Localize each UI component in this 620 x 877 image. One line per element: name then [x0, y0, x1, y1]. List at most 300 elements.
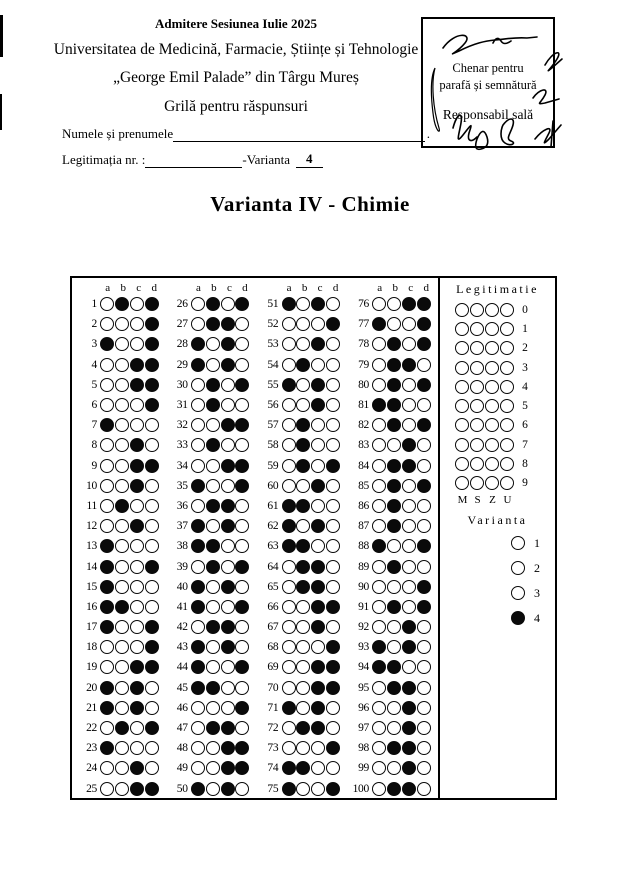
answer-bubble-22-d[interactable] [145, 721, 159, 735]
answer-bubble-38-d[interactable] [235, 539, 249, 553]
answer-bubble-25-b[interactable] [115, 782, 129, 796]
answer-bubble-25-d[interactable] [145, 782, 159, 796]
answer-bubble-8-c[interactable] [130, 438, 144, 452]
answer-bubble-5-b[interactable] [115, 378, 129, 392]
answer-bubble-32-a[interactable] [191, 418, 205, 432]
legitimatie-bubble-0-M[interactable] [455, 303, 469, 317]
answer-bubble-60-c[interactable] [311, 479, 325, 493]
answer-bubble-32-c[interactable] [221, 418, 235, 432]
answer-bubble-96-a[interactable] [372, 701, 386, 715]
answer-bubble-4-a[interactable] [100, 358, 114, 372]
answer-bubble-25-c[interactable] [130, 782, 144, 796]
answer-bubble-35-d[interactable] [235, 479, 249, 493]
answer-bubble-100-b[interactable] [387, 782, 401, 796]
answer-bubble-72-b[interactable] [296, 721, 310, 735]
answer-bubble-22-b[interactable] [115, 721, 129, 735]
answer-bubble-55-d[interactable] [326, 378, 340, 392]
answer-bubble-12-d[interactable] [145, 519, 159, 533]
answer-bubble-47-d[interactable] [235, 721, 249, 735]
answer-bubble-86-b[interactable] [387, 499, 401, 513]
answer-bubble-46-c[interactable] [221, 701, 235, 715]
legitimatie-bubble-8-U[interactable] [500, 457, 514, 471]
answer-bubble-82-a[interactable] [372, 418, 386, 432]
answer-bubble-89-a[interactable] [372, 560, 386, 574]
legitimatie-bubble-6-M[interactable] [455, 418, 469, 432]
answer-bubble-58-a[interactable] [282, 438, 296, 452]
answer-bubble-50-b[interactable] [206, 782, 220, 796]
answer-bubble-57-a[interactable] [282, 418, 296, 432]
answer-bubble-77-c[interactable] [402, 317, 416, 331]
answer-bubble-25-a[interactable] [100, 782, 114, 796]
answer-bubble-67-a[interactable] [282, 620, 296, 634]
answer-bubble-44-d[interactable] [235, 660, 249, 674]
answer-bubble-66-d[interactable] [326, 600, 340, 614]
answer-bubble-100-a[interactable] [372, 782, 386, 796]
answer-bubble-64-c[interactable] [311, 560, 325, 574]
answer-bubble-45-c[interactable] [221, 681, 235, 695]
answer-bubble-15-d[interactable] [145, 580, 159, 594]
answer-bubble-84-d[interactable] [417, 459, 431, 473]
answer-bubble-64-b[interactable] [296, 560, 310, 574]
answer-bubble-91-a[interactable] [372, 600, 386, 614]
answer-bubble-41-d[interactable] [235, 600, 249, 614]
answer-bubble-54-c[interactable] [311, 358, 325, 372]
answer-bubble-73-b[interactable] [296, 741, 310, 755]
answer-bubble-82-d[interactable] [417, 418, 431, 432]
answer-bubble-83-a[interactable] [372, 438, 386, 452]
answer-bubble-42-c[interactable] [221, 620, 235, 634]
answer-bubble-90-a[interactable] [372, 580, 386, 594]
answer-bubble-38-b[interactable] [206, 539, 220, 553]
legitimatie-bubble-0-U[interactable] [500, 303, 514, 317]
answer-bubble-66-b[interactable] [296, 600, 310, 614]
answer-bubble-46-a[interactable] [191, 701, 205, 715]
answer-bubble-63-b[interactable] [296, 539, 310, 553]
legitimatie-bubble-2-U[interactable] [500, 341, 514, 355]
answer-bubble-13-a[interactable] [100, 539, 114, 553]
legitimatie-bubble-7-U[interactable] [500, 438, 514, 452]
answer-bubble-44-c[interactable] [221, 660, 235, 674]
answer-bubble-68-d[interactable] [326, 640, 340, 654]
answer-bubble-35-b[interactable] [206, 479, 220, 493]
legitimatie-bubble-9-U[interactable] [500, 476, 514, 490]
answer-bubble-27-a[interactable] [191, 317, 205, 331]
answer-bubble-27-b[interactable] [206, 317, 220, 331]
answer-bubble-17-c[interactable] [130, 620, 144, 634]
answer-bubble-2-d[interactable] [145, 317, 159, 331]
answer-bubble-93-b[interactable] [387, 640, 401, 654]
answer-bubble-58-c[interactable] [311, 438, 325, 452]
answer-bubble-84-a[interactable] [372, 459, 386, 473]
answer-bubble-36-a[interactable] [191, 499, 205, 513]
answer-bubble-96-c[interactable] [402, 701, 416, 715]
answer-bubble-91-d[interactable] [417, 600, 431, 614]
answer-bubble-87-d[interactable] [417, 519, 431, 533]
answer-bubble-33-c[interactable] [221, 438, 235, 452]
legitimatie-bubble-4-Z[interactable] [485, 380, 499, 394]
answer-bubble-54-b[interactable] [296, 358, 310, 372]
answer-bubble-24-d[interactable] [145, 761, 159, 775]
answer-bubble-78-b[interactable] [387, 337, 401, 351]
answer-bubble-49-c[interactable] [221, 761, 235, 775]
answer-bubble-83-b[interactable] [387, 438, 401, 452]
answer-bubble-49-d[interactable] [235, 761, 249, 775]
answer-bubble-32-b[interactable] [206, 418, 220, 432]
answer-bubble-20-b[interactable] [115, 681, 129, 695]
answer-bubble-68-b[interactable] [296, 640, 310, 654]
answer-bubble-69-d[interactable] [326, 660, 340, 674]
answer-bubble-65-d[interactable] [326, 580, 340, 594]
answer-bubble-47-a[interactable] [191, 721, 205, 735]
answer-bubble-5-d[interactable] [145, 378, 159, 392]
legitimatie-bubble-0-S[interactable] [470, 303, 484, 317]
answer-bubble-85-b[interactable] [387, 479, 401, 493]
answer-bubble-60-a[interactable] [282, 479, 296, 493]
answer-bubble-16-c[interactable] [130, 600, 144, 614]
legitimatie-bubble-6-Z[interactable] [485, 418, 499, 432]
legitimatie-bubble-2-Z[interactable] [485, 341, 499, 355]
answer-bubble-21-a[interactable] [100, 701, 114, 715]
answer-bubble-78-c[interactable] [402, 337, 416, 351]
answer-bubble-28-a[interactable] [191, 337, 205, 351]
answer-bubble-72-a[interactable] [282, 721, 296, 735]
answer-bubble-26-b[interactable] [206, 297, 220, 311]
answer-bubble-17-a[interactable] [100, 620, 114, 634]
answer-bubble-56-b[interactable] [296, 398, 310, 412]
legitimatie-bubble-7-S[interactable] [470, 438, 484, 452]
answer-bubble-96-d[interactable] [417, 701, 431, 715]
answer-bubble-10-d[interactable] [145, 479, 159, 493]
answer-bubble-3-a[interactable] [100, 337, 114, 351]
answer-bubble-40-c[interactable] [221, 580, 235, 594]
answer-bubble-13-b[interactable] [115, 539, 129, 553]
answer-bubble-73-a[interactable] [282, 741, 296, 755]
answer-bubble-10-c[interactable] [130, 479, 144, 493]
answer-bubble-3-b[interactable] [115, 337, 129, 351]
answer-bubble-9-a[interactable] [100, 459, 114, 473]
legitimatie-bubble-1-M[interactable] [455, 322, 469, 336]
answer-bubble-75-c[interactable] [311, 782, 325, 796]
answer-bubble-67-b[interactable] [296, 620, 310, 634]
legitimatie-bubble-4-M[interactable] [455, 380, 469, 394]
answer-bubble-4-b[interactable] [115, 358, 129, 372]
answer-bubble-19-c[interactable] [130, 660, 144, 674]
answer-bubble-92-a[interactable] [372, 620, 386, 634]
answer-bubble-86-a[interactable] [372, 499, 386, 513]
answer-bubble-24-b[interactable] [115, 761, 129, 775]
answer-bubble-74-a[interactable] [282, 761, 296, 775]
answer-bubble-62-d[interactable] [326, 519, 340, 533]
legitimatie-bubble-2-S[interactable] [470, 341, 484, 355]
answer-bubble-88-b[interactable] [387, 539, 401, 553]
answer-bubble-12-c[interactable] [130, 519, 144, 533]
answer-bubble-12-a[interactable] [100, 519, 114, 533]
answer-bubble-16-d[interactable] [145, 600, 159, 614]
answer-bubble-93-c[interactable] [402, 640, 416, 654]
legitimatie-bubble-5-S[interactable] [470, 399, 484, 413]
answer-bubble-59-c[interactable] [311, 459, 325, 473]
answer-bubble-89-b[interactable] [387, 560, 401, 574]
answer-bubble-14-c[interactable] [130, 560, 144, 574]
answer-bubble-18-c[interactable] [130, 640, 144, 654]
answer-bubble-65-b[interactable] [296, 580, 310, 594]
answer-bubble-70-c[interactable] [311, 681, 325, 695]
answer-bubble-98-d[interactable] [417, 741, 431, 755]
answer-bubble-6-b[interactable] [115, 398, 129, 412]
legitimatie-bubble-4-S[interactable] [470, 380, 484, 394]
answer-bubble-53-c[interactable] [311, 337, 325, 351]
answer-bubble-39-d[interactable] [235, 560, 249, 574]
answer-bubble-55-c[interactable] [311, 378, 325, 392]
answer-bubble-66-a[interactable] [282, 600, 296, 614]
answer-bubble-40-b[interactable] [206, 580, 220, 594]
answer-bubble-75-d[interactable] [326, 782, 340, 796]
answer-bubble-93-d[interactable] [417, 640, 431, 654]
answer-bubble-4-c[interactable] [130, 358, 144, 372]
answer-bubble-48-d[interactable] [235, 741, 249, 755]
answer-bubble-50-a[interactable] [191, 782, 205, 796]
answer-bubble-32-d[interactable] [235, 418, 249, 432]
answer-bubble-61-d[interactable] [326, 499, 340, 513]
answer-bubble-95-c[interactable] [402, 681, 416, 695]
answer-bubble-52-a[interactable] [282, 317, 296, 331]
answer-bubble-11-a[interactable] [100, 499, 114, 513]
answer-bubble-8-b[interactable] [115, 438, 129, 452]
answer-bubble-45-d[interactable] [235, 681, 249, 695]
answer-bubble-30-c[interactable] [221, 378, 235, 392]
answer-bubble-53-a[interactable] [282, 337, 296, 351]
answer-bubble-57-b[interactable] [296, 418, 310, 432]
answer-bubble-77-d[interactable] [417, 317, 431, 331]
answer-bubble-22-a[interactable] [100, 721, 114, 735]
answer-bubble-71-a[interactable] [282, 701, 296, 715]
answer-bubble-41-b[interactable] [206, 600, 220, 614]
answer-bubble-80-d[interactable] [417, 378, 431, 392]
legitimatie-bubble-1-S[interactable] [470, 322, 484, 336]
answer-bubble-3-c[interactable] [130, 337, 144, 351]
answer-bubble-65-a[interactable] [282, 580, 296, 594]
answer-bubble-73-c[interactable] [311, 741, 325, 755]
answer-bubble-81-a[interactable] [372, 398, 386, 412]
answer-bubble-80-b[interactable] [387, 378, 401, 392]
answer-bubble-94-c[interactable] [402, 660, 416, 674]
answer-bubble-27-d[interactable] [235, 317, 249, 331]
answer-bubble-19-d[interactable] [145, 660, 159, 674]
answer-bubble-83-c[interactable] [402, 438, 416, 452]
answer-bubble-17-d[interactable] [145, 620, 159, 634]
answer-bubble-89-d[interactable] [417, 560, 431, 574]
answer-bubble-77-b[interactable] [387, 317, 401, 331]
answer-bubble-44-b[interactable] [206, 660, 220, 674]
answer-bubble-21-d[interactable] [145, 701, 159, 715]
answer-bubble-94-b[interactable] [387, 660, 401, 674]
answer-bubble-61-c[interactable] [311, 499, 325, 513]
answer-bubble-37-a[interactable] [191, 519, 205, 533]
answer-bubble-68-a[interactable] [282, 640, 296, 654]
answer-bubble-80-c[interactable] [402, 378, 416, 392]
answer-bubble-39-c[interactable] [221, 560, 235, 574]
name-input-line[interactable] [173, 128, 425, 142]
answer-bubble-94-d[interactable] [417, 660, 431, 674]
answer-bubble-71-c[interactable] [311, 701, 325, 715]
answer-bubble-35-a[interactable] [191, 479, 205, 493]
answer-bubble-10-a[interactable] [100, 479, 114, 493]
answer-bubble-74-b[interactable] [296, 761, 310, 775]
answer-bubble-26-c[interactable] [221, 297, 235, 311]
answer-bubble-93-a[interactable] [372, 640, 386, 654]
answer-bubble-31-b[interactable] [206, 398, 220, 412]
answer-bubble-100-d[interactable] [417, 782, 431, 796]
answer-bubble-23-c[interactable] [130, 741, 144, 755]
answer-bubble-50-d[interactable] [235, 782, 249, 796]
answer-bubble-88-d[interactable] [417, 539, 431, 553]
answer-bubble-37-b[interactable] [206, 519, 220, 533]
answer-bubble-30-b[interactable] [206, 378, 220, 392]
answer-bubble-20-a[interactable] [100, 681, 114, 695]
legitimatie-bubble-3-U[interactable] [500, 361, 514, 375]
answer-bubble-56-a[interactable] [282, 398, 296, 412]
answer-bubble-5-c[interactable] [130, 378, 144, 392]
answer-bubble-21-c[interactable] [130, 701, 144, 715]
answer-bubble-20-d[interactable] [145, 681, 159, 695]
answer-bubble-66-c[interactable] [311, 600, 325, 614]
answer-bubble-36-b[interactable] [206, 499, 220, 513]
answer-bubble-41-a[interactable] [191, 600, 205, 614]
answer-bubble-12-b[interactable] [115, 519, 129, 533]
varianta-bubble-2[interactable] [511, 561, 525, 575]
answer-bubble-2-a[interactable] [100, 317, 114, 331]
answer-bubble-36-d[interactable] [235, 499, 249, 513]
answer-bubble-85-d[interactable] [417, 479, 431, 493]
answer-bubble-18-b[interactable] [115, 640, 129, 654]
answer-bubble-44-a[interactable] [191, 660, 205, 674]
answer-bubble-90-b[interactable] [387, 580, 401, 594]
legitimatie-bubble-7-Z[interactable] [485, 438, 499, 452]
answer-bubble-33-a[interactable] [191, 438, 205, 452]
answer-bubble-68-c[interactable] [311, 640, 325, 654]
answer-bubble-46-b[interactable] [206, 701, 220, 715]
answer-bubble-52-b[interactable] [296, 317, 310, 331]
answer-bubble-42-a[interactable] [191, 620, 205, 634]
answer-bubble-53-b[interactable] [296, 337, 310, 351]
answer-bubble-75-a[interactable] [282, 782, 296, 796]
answer-bubble-42-b[interactable] [206, 620, 220, 634]
answer-bubble-29-b[interactable] [206, 358, 220, 372]
answer-bubble-76-b[interactable] [387, 297, 401, 311]
answer-bubble-17-b[interactable] [115, 620, 129, 634]
answer-bubble-34-c[interactable] [221, 459, 235, 473]
answer-bubble-62-c[interactable] [311, 519, 325, 533]
answer-bubble-70-a[interactable] [282, 681, 296, 695]
answer-bubble-49-a[interactable] [191, 761, 205, 775]
answer-bubble-91-b[interactable] [387, 600, 401, 614]
answer-bubble-87-a[interactable] [372, 519, 386, 533]
answer-bubble-54-d[interactable] [326, 358, 340, 372]
answer-bubble-88-c[interactable] [402, 539, 416, 553]
answer-bubble-72-d[interactable] [326, 721, 340, 735]
answer-bubble-87-c[interactable] [402, 519, 416, 533]
answer-bubble-9-d[interactable] [145, 459, 159, 473]
answer-bubble-62-b[interactable] [296, 519, 310, 533]
answer-bubble-61-a[interactable] [282, 499, 296, 513]
legitimatie-bubble-8-S[interactable] [470, 457, 484, 471]
answer-bubble-99-a[interactable] [372, 761, 386, 775]
answer-bubble-45-a[interactable] [191, 681, 205, 695]
answer-bubble-7-a[interactable] [100, 418, 114, 432]
answer-bubble-1-a[interactable] [100, 297, 114, 311]
answer-bubble-61-b[interactable] [296, 499, 310, 513]
answer-bubble-31-d[interactable] [235, 398, 249, 412]
answer-bubble-37-d[interactable] [235, 519, 249, 533]
answer-bubble-26-a[interactable] [191, 297, 205, 311]
answer-bubble-20-c[interactable] [130, 681, 144, 695]
answer-bubble-89-c[interactable] [402, 560, 416, 574]
answer-bubble-43-d[interactable] [235, 640, 249, 654]
answer-bubble-24-a[interactable] [100, 761, 114, 775]
answer-bubble-7-c[interactable] [130, 418, 144, 432]
answer-bubble-29-d[interactable] [235, 358, 249, 372]
answer-bubble-37-c[interactable] [221, 519, 235, 533]
answer-bubble-92-b[interactable] [387, 620, 401, 634]
answer-bubble-63-a[interactable] [282, 539, 296, 553]
answer-bubble-63-c[interactable] [311, 539, 325, 553]
answer-bubble-96-b[interactable] [387, 701, 401, 715]
answer-bubble-57-d[interactable] [326, 418, 340, 432]
answer-bubble-28-d[interactable] [235, 337, 249, 351]
answer-bubble-98-b[interactable] [387, 741, 401, 755]
answer-bubble-15-a[interactable] [100, 580, 114, 594]
answer-bubble-97-c[interactable] [402, 721, 416, 735]
answer-bubble-100-c[interactable] [402, 782, 416, 796]
legitimatie-bubble-1-Z[interactable] [485, 322, 499, 336]
answer-bubble-84-c[interactable] [402, 459, 416, 473]
answer-bubble-57-c[interactable] [311, 418, 325, 432]
answer-bubble-45-b[interactable] [206, 681, 220, 695]
answer-bubble-95-d[interactable] [417, 681, 431, 695]
legitimatie-bubble-9-M[interactable] [455, 476, 469, 490]
legitimatie-bubble-8-M[interactable] [455, 457, 469, 471]
answer-bubble-24-c[interactable] [130, 761, 144, 775]
legitimation-input-line[interactable] [145, 154, 242, 168]
answer-bubble-69-c[interactable] [311, 660, 325, 674]
answer-bubble-2-b[interactable] [115, 317, 129, 331]
answer-bubble-84-b[interactable] [387, 459, 401, 473]
answer-bubble-33-d[interactable] [235, 438, 249, 452]
answer-bubble-98-c[interactable] [402, 741, 416, 755]
legitimatie-bubble-9-Z[interactable] [485, 476, 499, 490]
answer-bubble-92-c[interactable] [402, 620, 416, 634]
answer-bubble-59-a[interactable] [282, 459, 296, 473]
answer-bubble-1-c[interactable] [130, 297, 144, 311]
answer-bubble-16-b[interactable] [115, 600, 129, 614]
answer-bubble-76-a[interactable] [372, 297, 386, 311]
answer-bubble-51-b[interactable] [296, 297, 310, 311]
answer-bubble-48-c[interactable] [221, 741, 235, 755]
answer-bubble-23-a[interactable] [100, 741, 114, 755]
answer-bubble-14-b[interactable] [115, 560, 129, 574]
answer-bubble-48-a[interactable] [191, 741, 205, 755]
answer-bubble-92-d[interactable] [417, 620, 431, 634]
answer-bubble-79-c[interactable] [402, 358, 416, 372]
legitimatie-bubble-4-U[interactable] [500, 380, 514, 394]
answer-bubble-40-a[interactable] [191, 580, 205, 594]
answer-bubble-79-b[interactable] [387, 358, 401, 372]
answer-bubble-6-c[interactable] [130, 398, 144, 412]
legitimatie-bubble-7-M[interactable] [455, 438, 469, 452]
answer-bubble-99-c[interactable] [402, 761, 416, 775]
answer-bubble-52-c[interactable] [311, 317, 325, 331]
answer-bubble-19-b[interactable] [115, 660, 129, 674]
